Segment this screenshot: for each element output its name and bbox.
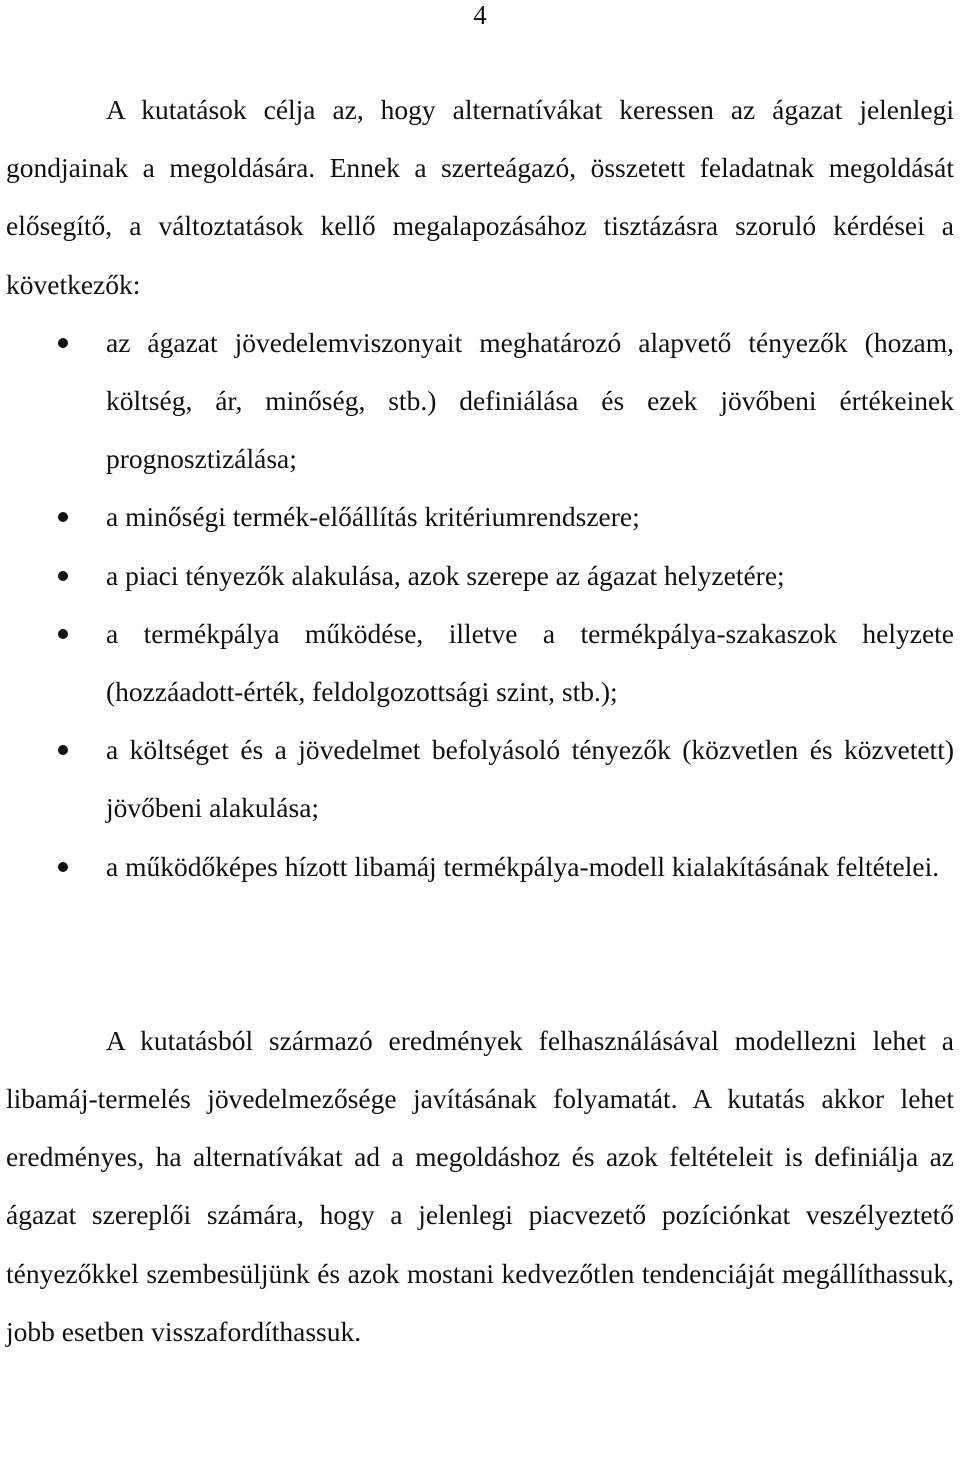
list-item-text: a termékpálya működése, illetve a termékpálya-szakaszok helyzete (hozzáadott-érték, feldolgozottsági szint, stb.);: [106, 617, 954, 708]
closing-paragraph: A kutatásból származó eredmények felhasználásával modellezni lehet a libamáj-termelés jövedelmezősége javításának folyamatát. A kutatás akkor lehet eredményes, ha alternatívákat ad a megoldáshoz és azok feltételeit is definiálja az ágazat szereplői számára, hogy a jelenlegi piacvezető pozíciónkat veszélyeztető tényezőkkel szembesüljünk és azok mostani kedvezőtlen tendenciáját megállíthassuk, jobb esetben visszafordíthassuk.: [6, 1024, 954, 1347]
list-item: [6, 488, 954, 546]
bullet-icon: [58, 629, 68, 639]
list-item-text: a piaci tényezők alakulása, azok szerepe az ágazat helyzetére;: [106, 559, 785, 591]
list-item: [6, 547, 954, 605]
list-item-text: a költséget és a jövedelmet befolyásoló tényezők (közvetlen és közvetett) jövőbeni alakulása;: [106, 734, 954, 824]
list-item-text: az ágazat jövedelemviszonyait meghatározó alapvető tényezők (hozam, költség, ár, minőség, stb.) definiálása és ezek jövőbeni értékeinek prognosztizálása;: [106, 326, 954, 475]
bullet-icon: [58, 862, 68, 872]
intro-paragraph: A kutatások célja az, hogy alternatívákat keressen az ágazat jelenlegi gondjainak a megoldására. Ennek a szerteágazó, összetett feladatnak megoldását elősegítő, a változtatások kellő megalapozásához tisztázásra szoruló kérdései a következők:: [6, 94, 954, 300]
list-item-text: a minőségi termék-előállítás kritériumrendszere;: [106, 501, 640, 533]
list-item: [6, 838, 954, 896]
list-item: [6, 721, 954, 837]
bullet-icon: [58, 512, 68, 522]
bullet-icon: [58, 745, 68, 755]
document-body: [6, 81, 954, 1361]
list-item-text: a működőképes hízott libamáj termékpálya-modell kialakításának feltételei.: [106, 850, 940, 882]
list-item: [6, 605, 954, 721]
bullet-icon: [58, 338, 68, 348]
bullet-icon: [58, 571, 68, 581]
section-spacer: [6, 896, 954, 1012]
research-questions-list: [6, 314, 954, 896]
list-item: [6, 314, 954, 489]
page-number: 4: [473, 0, 487, 30]
